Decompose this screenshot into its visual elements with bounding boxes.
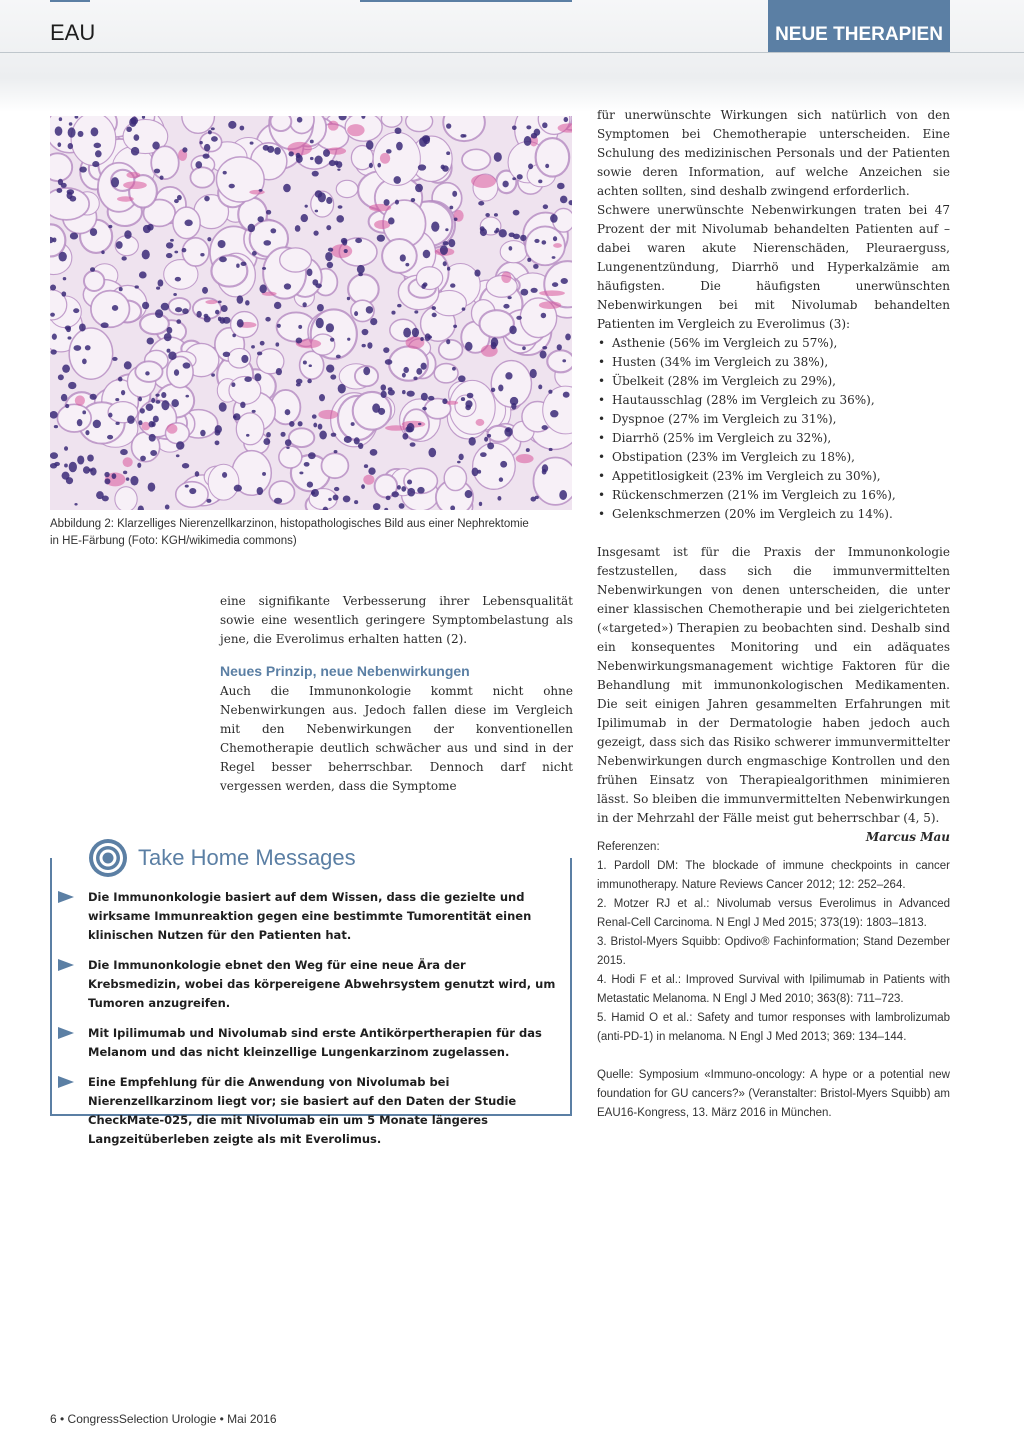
take-home-item-text: Die Immunonkologie basiert auf dem Wissen, dass die gezielte und wirksame Immunreaktion gegen eine bestimmte Tumorentität einen klinischen Nutzen für den Patienten hat. — [88, 890, 532, 942]
take-home-item — [58, 1024, 558, 1062]
take-home-header — [88, 838, 366, 878]
target-icon — [88, 838, 128, 878]
take-home-item-text: Eine Empfehlung für die Anwendung von Nivolumab bei Nierenzellkarzinom liegt vor; sie basiert auf den Daten der Studie CheckMate-025, die mit Nivolumab ein um 5 Monate längeres Langzeitüberleben zeigte als mit Everolimus. — [88, 1075, 517, 1146]
reference-item: 3. Bristol-Myers Squibb: Opdivo® Fachinformation; Stand Dezember 2015. — [597, 936, 950, 967]
right-text-column — [597, 106, 950, 847]
section-label: EAU — [50, 20, 96, 45]
reference-item: 2. Motzer RJ et al.: Nivolumab versus Everolimus in Advanced Renal-Cell Carcinoma. N Engl J Med 2015; 373(19): 1803–1813. — [597, 898, 950, 929]
arrow-icon — [58, 1076, 74, 1088]
histology-image — [50, 116, 572, 510]
left-text-column — [220, 592, 573, 796]
list-item: • Gelenkschmerzen (20% im Vergleich zu 14%). — [597, 505, 950, 524]
take-home-list — [58, 888, 558, 1160]
figure-caption-line: Abbildung 2: Klarzelliges Nierenzellkarzinon, histopathologisches Bild aus einer Nephrektomie — [50, 518, 529, 530]
body-paragraph: Insgesamt ist für die Praxis der Immunonkologie festzustellen, dass sich die immunvermittelten Nebenwirkungen von denen unterscheiden, die unter einer klassischen Chemotherapie und bei zielgerichteten («targeted») Therapien zu beobachten sind. Deshalb sind ein konsequentes Monitoring und ein adäquates Nebenwirkungsmanagement wichtige Faktoren für die Behandlung mit immunonkologischen Medikamenten. Die seit einigen Jahren gesammelten Erfahrungen mit Ipilimumab in der Dermatologie haben jedoch auch gezeigt, dass sich das Risiko schwerer immunvermittelter Nebenwirkungen durch engmaschige Kontrollen und den frühen Einsatz von Therapiealgorithmen minimieren lässt. So bleiben die immunvermittelten Nebenwirkungen in der Mehrzahl der Fälle meist gut beherrschbar (4, 5). — [597, 545, 950, 825]
histology-image-graphic — [50, 116, 572, 510]
figure-caption-line: in HE-Färbung (Foto: KGH/wikimedia commons) — [50, 535, 297, 547]
source-note: Quelle: Symposium «Immuno-oncology: A hype or a potential new foundation for GU cancers?» (Veranstalter: Bristol-Myers Squibb) am EAU16-Kongress, 13. März 2016 in München. — [597, 1069, 950, 1119]
body-paragraph: für unerwünschte Wirkungen sich natürlich von den Symptomen bei Chemotherapie unterscheiden. Eine Schulung des medizinischen Personals und der Patienten sowie deren Information, auf welche Anzeichen sie achten sollten, sind deshalb zwingend erforderlich. — [597, 108, 950, 198]
list-item: • Diarrhö (25% im Vergleich zu 32%), — [597, 429, 950, 448]
arrow-icon — [58, 891, 74, 903]
body-paragraph: Schwere unerwünschte Nebenwirkungen traten bei 47 Prozent der mit Nivolumab behandelten Patienten auf – dabei waren akute Nierenschäden, Pleuraerguss, Lungenentzündung, Diarrhö und Hyperkalzämie am häufigsten. Die häufigsten unerwünschten Nebenwirkungen bei mit Nivolumab behandelten Patienten im Vergleich zu Everolimus (3): — [597, 203, 950, 331]
take-home-item — [58, 956, 558, 1013]
list-item: • Asthenie (56% im Vergleich zu 57%), — [597, 334, 950, 353]
body-paragraph: Auch die Immunonkologie kommt nicht ohne Nebenwirkungen aus. Jedoch fallen diese im Vergleich mit den Nebenwirkungen der konventionellen Chemotherapie deutlich schwächer aus und sind in der Regel besser beherrschbar. Dennoch darf nicht vergessen werden, dass die Symptome — [220, 684, 573, 793]
references-heading: Referenzen: — [597, 841, 660, 853]
arrow-icon — [58, 959, 74, 971]
list-item: • Hautausschlag (28% im Vergleich zu 36%), — [597, 391, 950, 410]
list-item: • Husten (34% im Vergleich zu 38%), — [597, 353, 950, 372]
list-item: • Obstipation (23% im Vergleich zu 18%), — [597, 448, 950, 467]
list-item: • Dyspnoe (27% im Vergleich zu 31%), — [597, 410, 950, 429]
reference-item: 1. Pardoll DM: The blockade of immune checkpoints in cancer immunotherapy. Nature Reviews Cancer 2012; 12: 252–264. — [597, 860, 950, 891]
header-rule — [0, 52, 1024, 53]
take-home-title: Take Home Messages — [138, 845, 356, 870]
take-home-item — [58, 888, 558, 945]
list-item: • Übelkeit (28% im Vergleich zu 29%), — [597, 372, 950, 391]
references-block — [597, 838, 950, 1123]
section-tag: NEUE THERAPIEN — [768, 0, 950, 52]
take-home-item-text: Die Immunonkologie ebnet den Weg für eine neue Ära der Krebsmedizin, wobei das körpereigene Abwehrsystem genutzt wird, um Tumoren anzugreifen. — [88, 958, 556, 1010]
arrow-icon — [58, 1027, 74, 1039]
list-item: • Appetitlosigkeit (23% im Vergleich zu 30%), — [597, 467, 950, 486]
page-footer: 6 • CongressSelection Urologie • Mai 2016 — [50, 1412, 277, 1426]
side-effects-list — [597, 334, 950, 524]
take-home-top-rule — [50, 0, 90, 2]
list-item: • Rückenschmerzen (21% im Vergleich zu 16%), — [597, 486, 950, 505]
body-paragraph: eine signifikante Verbesserung ihrer Lebensqualität sowie eine wesentlich geringere Symptombelastung als jene, die Everolimus erhalten hatten (2). — [220, 594, 573, 646]
reference-item: 5. Hamid O et al.: Safety and tumor responses with lambrolizumab (anti-PD-1) in melanoma. N Engl J Med 2013; 369: 134–144. — [597, 1012, 950, 1043]
section-subheading: Neues Prinzip, neue Nebenwirkungen — [220, 663, 470, 679]
take-home-top-rule — [360, 0, 572, 2]
reference-item: 4. Hodi F et al.: Improved Survival with Ipilimumab in Patients with Metastatic Melanoma. N Engl J Med 2010; 363(8): 711–723. — [597, 974, 950, 1005]
take-home-item-text: Mit Ipilimumab und Nivolumab sind erste Antikörpertherapien für das Melanom und das nicht kleinzellige Lungenkarzinom zugelassen. — [88, 1026, 542, 1059]
figure-caption — [50, 516, 572, 550]
take-home-item — [58, 1073, 558, 1149]
author-name: Marcus Mau — [865, 830, 950, 844]
